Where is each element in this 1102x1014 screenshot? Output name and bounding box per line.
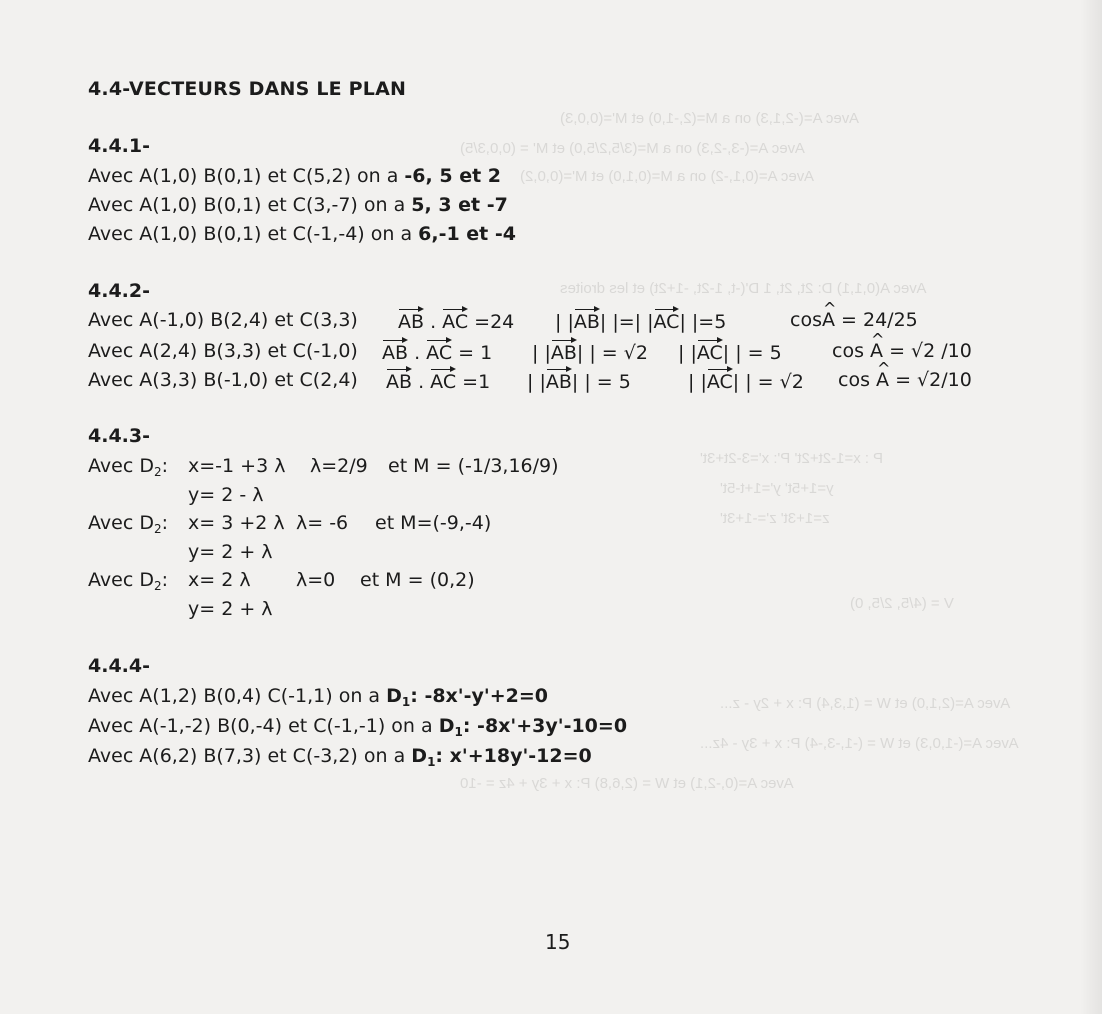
s442-line-1-norms bbox=[555, 308, 726, 334]
dot-value: =24 bbox=[474, 311, 515, 333]
line-d-subscript: 2 bbox=[153, 579, 162, 593]
s442-line-3-dot: AB . AC =1 bbox=[386, 368, 490, 394]
heading-4-4-4: 4.4.4- bbox=[88, 655, 150, 677]
line-d-subscript: 1 bbox=[427, 755, 436, 769]
bars: | | bbox=[527, 371, 546, 393]
cos-value: = √2/10 bbox=[895, 369, 972, 391]
s441-line-2 bbox=[88, 193, 508, 217]
heading-4-4-2: 4.4.2- bbox=[88, 280, 150, 302]
line-text: Avec A(6,2) B(7,3) et C(-3,2) on a bbox=[88, 745, 412, 767]
bleed-through-text: y=1+5t' y'=1+t-5t' bbox=[720, 480, 834, 497]
line-d-subscript: 1 bbox=[454, 725, 463, 739]
line-equation: : x'+18y'-12=0 bbox=[435, 745, 592, 767]
s443-block-1-x bbox=[88, 454, 168, 484]
s442-line-1-prefix: Avec A(-1,0) B(2,4) et C(3,3) bbox=[88, 309, 358, 331]
bleed-through-text: V = (4/5, 2/5, 0) bbox=[850, 595, 954, 612]
page-edge-shadow bbox=[1080, 0, 1102, 1014]
cos-label: cos bbox=[838, 369, 870, 391]
angle-a: ^ A bbox=[870, 339, 883, 363]
avec-label: Avec bbox=[88, 569, 134, 591]
s442-line-2-norm-ac bbox=[678, 339, 782, 365]
bleed-through-text: Avec A=(-3,-2,3) on a M=(3/5,2/5,0) et M' = (0,0,3/5) bbox=[460, 140, 805, 157]
s442-line-2-cos bbox=[832, 339, 972, 363]
line-d: D bbox=[438, 715, 455, 737]
s443-block-2-x bbox=[88, 511, 168, 541]
vector-ac: AC bbox=[430, 368, 456, 394]
line-d: D bbox=[139, 569, 154, 591]
line-d-subscript: 1 bbox=[401, 695, 411, 709]
s442-line-1-cos bbox=[790, 308, 918, 332]
cos-value: = 24/25 bbox=[841, 309, 918, 331]
line-text: Avec A(-1,-2) B(0,-4) et C(-1,-1) on a bbox=[88, 715, 439, 737]
s442-line-1-dot: AB . AC =24 bbox=[398, 308, 514, 334]
avec-label: Avec bbox=[88, 512, 134, 534]
line-answer: -6, 5 et 2 bbox=[404, 165, 501, 187]
angle-a: ^ A bbox=[822, 308, 835, 332]
bleed-through-text: Avec A=(0,1,-2) on a M=(0,1,0) et M'=(0,0,2) bbox=[520, 168, 814, 185]
bars: | | bbox=[555, 311, 574, 333]
line-d-subscript: 2 bbox=[153, 465, 162, 479]
s442-line-3-prefix: Avec A(3,3) B(-1,0) et C(2,4) bbox=[88, 369, 358, 391]
vector-ac: AC bbox=[426, 339, 452, 365]
line-d: D bbox=[139, 512, 154, 534]
cos-value: = √2 /10 bbox=[889, 340, 972, 362]
s443-block-3-m: et M = (0,2) bbox=[360, 569, 475, 591]
line-d-subscript: 2 bbox=[153, 522, 162, 536]
colon: : bbox=[161, 455, 168, 477]
vector-ab: AB bbox=[546, 368, 572, 394]
vector-ac: AC bbox=[442, 308, 468, 334]
s442-line-2-dot: AB . AC = 1 bbox=[382, 339, 492, 365]
s442-line-3-norm-ab bbox=[527, 368, 631, 394]
s443-block-3-lambda: λ=0 bbox=[296, 569, 336, 591]
dot-value: = 1 bbox=[458, 342, 493, 364]
norm-ab: | | = √2 bbox=[576, 342, 648, 364]
s443-block-1-xeq: x=-1 +3 λ bbox=[188, 455, 286, 477]
vector-ac: AC bbox=[697, 339, 723, 365]
norm-ab: | |=| | bbox=[599, 311, 654, 333]
angle-a: ^ A bbox=[876, 368, 889, 392]
vector-ab: AB bbox=[398, 308, 424, 334]
norm-ac: | |=5 bbox=[679, 311, 727, 333]
s442-line-2-prefix: Avec A(2,4) B(3,3) et C(-1,0) bbox=[88, 340, 358, 362]
bleed-through-text: Avec A=(2,1,0) et W = (1,3,4) P: x + 2y - z... bbox=[720, 695, 1011, 712]
bleed-through-text: z=1+3t' z'=-1+3t' bbox=[720, 510, 830, 527]
s443-block-1-m: et M = (-1/3,16/9) bbox=[388, 455, 559, 477]
avec-label: Avec bbox=[88, 455, 134, 477]
bars: | | bbox=[532, 342, 551, 364]
vector-ab: AB bbox=[574, 308, 600, 334]
s441-line-3 bbox=[88, 222, 516, 246]
s444-line-1 bbox=[88, 684, 548, 714]
bleed-through-text: Avec A=(-1,0,3) et W = (-1,-3,-4) P: x + 3y - 4z... bbox=[700, 735, 1019, 752]
s443-block-3-y: y= 2 + λ bbox=[188, 598, 273, 620]
s443-block-2-y: y= 2 + λ bbox=[188, 541, 273, 563]
s441-line-1 bbox=[88, 164, 501, 188]
vector-ab: AB bbox=[551, 339, 577, 365]
line-d: D bbox=[139, 455, 154, 477]
section-title: 4.4-VECTEURS DANS LE PLAN bbox=[88, 78, 407, 100]
s443-block-1-lambda: λ=2/9 bbox=[310, 455, 368, 477]
bleed-through-text: Avec A(0,1,1) D: 2t, 2t, 1 D'(-t, 1-2t, -1+2t) et les droites bbox=[560, 280, 927, 297]
s444-line-3 bbox=[88, 744, 592, 774]
line-d: D bbox=[386, 685, 402, 707]
s442-line-3-norm-ac bbox=[688, 368, 804, 394]
line-text: Avec A(1,0) B(0,1) et C(-1,-4) on a bbox=[88, 223, 419, 245]
vector-ac: AC bbox=[654, 308, 680, 334]
cos-label: cos bbox=[790, 309, 822, 331]
line-answer: 6,-1 et -4 bbox=[418, 223, 516, 245]
colon: : bbox=[161, 569, 168, 591]
s443-block-1-y: y= 2 - λ bbox=[188, 484, 264, 506]
norm-ac: | | = 5 bbox=[722, 342, 782, 364]
line-text: Avec A(1,0) B(0,1) et C(5,2) on a bbox=[88, 165, 405, 187]
vector-ac: AC bbox=[707, 368, 733, 394]
bleed-through-text: Avec A=(-2,1,3) on a M=(2,-1,0) et M'=(0,0,3) bbox=[560, 110, 859, 127]
line-equation: : -8x'-y'+2=0 bbox=[410, 685, 548, 707]
s442-line-2-norm-ab bbox=[532, 339, 648, 365]
line-equation: : -8x'+3y'-10=0 bbox=[462, 715, 628, 737]
vector-ab: AB bbox=[382, 339, 408, 365]
s443-block-3-x bbox=[88, 568, 168, 598]
bleed-through-text: Avec A=(0,-2,1) et W = (2,6,8) P: x + 3y + 4z = -10 bbox=[460, 775, 794, 792]
s443-block-2-xeq: x= 3 +2 λ bbox=[188, 512, 285, 534]
bars: | | bbox=[678, 342, 697, 364]
bleed-through-text: P : x=1-2t+2t' P': x'=3-2t+3t' bbox=[700, 450, 883, 467]
s444-line-2 bbox=[88, 714, 627, 744]
norm-ac: | | = √2 bbox=[732, 371, 804, 393]
line-answer: 5, 3 et -7 bbox=[411, 194, 508, 216]
norm-ab: | | = 5 bbox=[571, 371, 631, 393]
s443-block-2-m: et M=(-9,-4) bbox=[375, 512, 492, 534]
s443-block-2-lambda: λ= -6 bbox=[296, 512, 349, 534]
line-d: D bbox=[411, 745, 428, 767]
vector-ab: AB bbox=[386, 368, 412, 394]
line-text: Avec A(1,0) B(0,1) et C(3,-7) on a bbox=[88, 194, 412, 216]
page-number: 15 bbox=[545, 930, 571, 954]
colon: : bbox=[161, 512, 168, 534]
cos-label: cos bbox=[832, 340, 864, 362]
heading-4-4-3: 4.4.3- bbox=[88, 425, 150, 447]
s443-block-3-xeq: x= 2 λ bbox=[188, 569, 251, 591]
s442-line-3-cos bbox=[838, 368, 972, 392]
line-text: Avec A(1,2) B(0,4) C(-1,1) on a bbox=[88, 685, 387, 707]
dot-value: =1 bbox=[462, 371, 491, 393]
heading-4-4-1: 4.4.1- bbox=[88, 135, 150, 157]
bars: | | bbox=[688, 371, 707, 393]
